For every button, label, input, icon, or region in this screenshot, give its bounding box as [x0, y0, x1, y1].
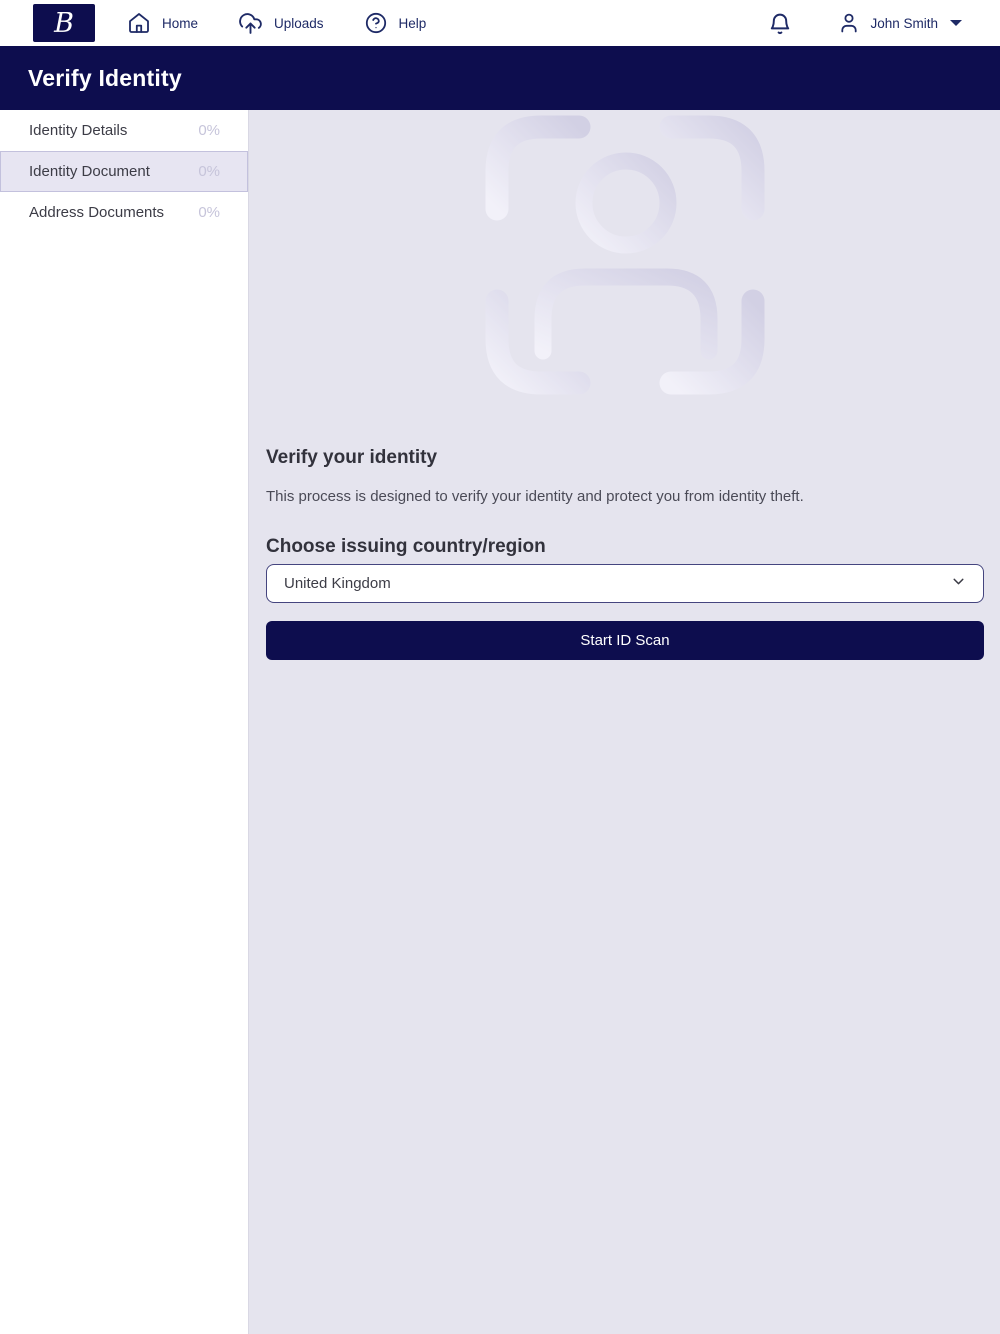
progress-value: 0%: [198, 204, 220, 221]
user-name: John Smith: [870, 15, 938, 31]
nav-links: [127, 11, 426, 36]
help-circle-icon: [364, 11, 388, 35]
sidebar-item-label: Identity Details: [29, 122, 128, 139]
chevron-down-icon: [950, 573, 967, 594]
layout: [0, 110, 1000, 1334]
country-select-value: United Kingdom: [284, 575, 391, 592]
nav-item-uploads[interactable]: [238, 11, 324, 36]
progress-value: 0%: [198, 163, 220, 180]
main-content: [249, 110, 1000, 1334]
nav-item-label: Uploads: [274, 15, 324, 31]
verify-description: This process is designed to verify your identity and protect you from identity theft.: [266, 488, 804, 505]
id-scan-illustration-icon: [483, 113, 767, 397]
nav-item-label: Home: [162, 15, 199, 31]
home-icon: [127, 11, 151, 35]
sidebar-item-label: Identity Document: [29, 163, 150, 180]
user-menu[interactable]: [837, 11, 962, 35]
sidebar-item-address-documents[interactable]: [0, 192, 248, 233]
top-navbar: [0, 0, 1000, 46]
user-icon: [837, 11, 861, 35]
cloud-upload-icon: [238, 11, 263, 36]
chevron-down-icon: [950, 20, 962, 26]
steps-sidebar: [0, 110, 249, 1334]
country-select[interactable]: [266, 564, 984, 603]
brand-logo[interactable]: B: [33, 4, 95, 42]
nav-item-home[interactable]: [127, 11, 198, 35]
page-title: Verify Identity: [28, 64, 182, 91]
sidebar-item-label: Address Documents: [29, 204, 165, 221]
progress-value: 0%: [198, 122, 220, 139]
page-header: [0, 46, 1000, 110]
nav-item-help[interactable]: [364, 11, 427, 35]
start-id-scan-button[interactable]: Start ID Scan: [266, 621, 984, 660]
nav-item-label: Help: [398, 15, 427, 31]
verify-identity-heading: Verify your identity: [266, 447, 438, 468]
sidebar-item-identity-details[interactable]: [0, 110, 248, 151]
topbar-right: [767, 10, 962, 37]
sidebar-item-identity-document[interactable]: [0, 151, 248, 192]
country-region-label: Choose issuing country/region: [266, 536, 546, 557]
notifications-bell-icon[interactable]: [767, 10, 793, 37]
